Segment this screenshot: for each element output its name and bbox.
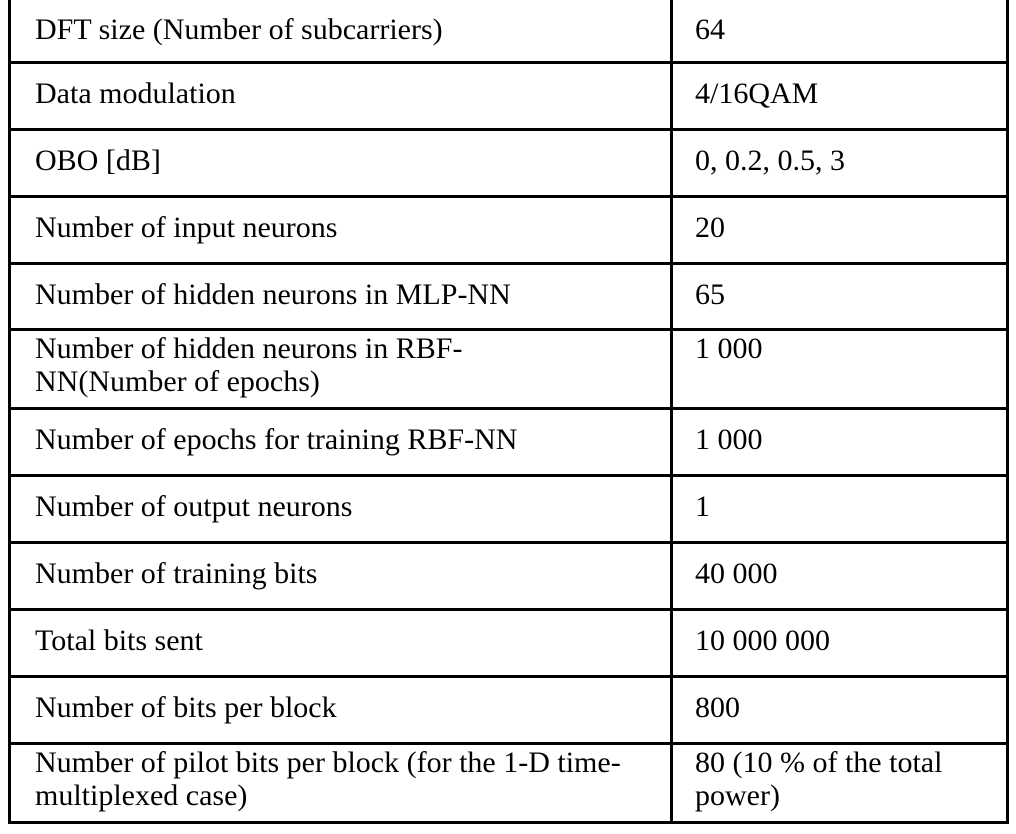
table-row (10, 330, 1008, 409)
table-row (10, 63, 1008, 130)
parameter-cell (10, 0, 672, 63)
parameter-label: Total bits sent (35, 624, 203, 657)
value-cell (672, 197, 1008, 264)
parameter-label: Number of hidden neurons in RBF-NN(Number of epochs) (35, 332, 463, 398)
value-cell (672, 543, 1008, 610)
parameters-table (8, 0, 1009, 824)
value-cell (672, 476, 1008, 543)
parameter-label: Number of epochs for training RBF-NN (35, 423, 518, 456)
parameter-label: Number of bits per block (35, 691, 337, 724)
table-row (10, 543, 1008, 610)
parameter-value: 10 000 000 (695, 624, 830, 657)
value-cell (672, 330, 1008, 409)
table-row (10, 677, 1008, 744)
parameter-value: 1 (695, 490, 710, 523)
parameter-label: Number of hidden neurons in MLP-NN (35, 278, 511, 311)
parameter-cell (10, 130, 672, 197)
value-cell (672, 264, 1008, 330)
parameter-label: Number of pilot bits per block (for the 1-D time-multiplexed case) (35, 746, 621, 812)
parameter-label: DFT size (Number of subcarriers) (35, 13, 443, 46)
parameter-cell (10, 330, 672, 409)
value-cell (672, 130, 1008, 197)
table-row (10, 476, 1008, 543)
parameter-value: 1 000 (695, 332, 763, 365)
parameter-value: 0, 0.2, 0.5, 3 (695, 144, 845, 177)
parameter-label: OBO [dB] (35, 144, 161, 177)
value-cell (672, 409, 1008, 476)
parameter-label: Number of output neurons (35, 490, 353, 523)
parameter-cell (10, 744, 672, 823)
parameter-cell (10, 63, 672, 130)
parameter-value: 1 000 (695, 423, 763, 456)
parameter-cell (10, 610, 672, 677)
parameter-cell (10, 677, 672, 744)
value-cell (672, 610, 1008, 677)
value-cell (672, 744, 1008, 823)
parameter-value: 80 (10 % of the total power) (695, 746, 943, 812)
table-row (10, 409, 1008, 476)
parameter-cell (10, 543, 672, 610)
value-cell (672, 0, 1008, 63)
parameter-value: 20 (695, 211, 725, 244)
parameter-cell (10, 476, 672, 543)
parameter-value: 40 000 (695, 557, 778, 590)
table-row (10, 610, 1008, 677)
parameter-label: Number of input neurons (35, 211, 338, 244)
parameter-value: 64 (695, 13, 725, 46)
table-row (10, 130, 1008, 197)
table-row (10, 197, 1008, 264)
value-cell (672, 63, 1008, 130)
parameter-value: 800 (695, 691, 740, 724)
parameter-value: 65 (695, 278, 725, 311)
table-row (10, 0, 1008, 63)
parameter-cell (10, 409, 672, 476)
parameter-cell (10, 264, 672, 330)
parameter-label: Data modulation (35, 77, 236, 110)
value-cell (672, 677, 1008, 744)
table-row (10, 744, 1008, 823)
parameter-value: 4/16QAM (695, 77, 819, 110)
parameter-cell (10, 197, 672, 264)
table-row (10, 264, 1008, 330)
parameter-label: Number of training bits (35, 557, 318, 590)
